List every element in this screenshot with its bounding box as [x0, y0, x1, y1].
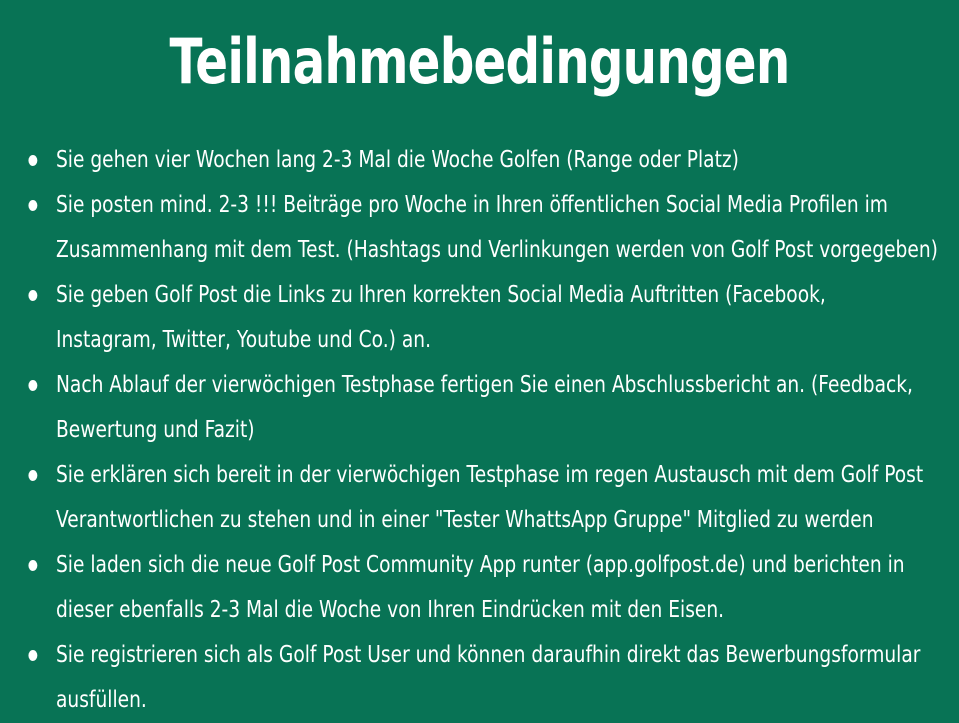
list-item: [26, 273, 958, 363]
bullet-icon: [28, 380, 37, 391]
list-item-text-line: Instagram, Twitter, Youtube und Co.) an.: [55, 327, 432, 353]
bullet-icon: [28, 650, 37, 661]
list-item-text-line: Nach Ablauf der vierwöchigen Testphase fertigen Sie einen Abschlussbericht an. (Feedback,: [55, 372, 913, 398]
list-item-text-line: Sie registrieren sich als Golf Post User und können daraufhin direkt das Bewerbungsformular: [55, 642, 921, 668]
list-item-text-line: dieser ebenfalls 2-3 Mal die Woche von Ihren Eindrücken mit den Eisen.: [55, 597, 725, 623]
bullet-icon: [28, 155, 37, 166]
list-item: [26, 543, 958, 633]
list-item: [26, 363, 958, 453]
list-item-text-line: Sie posten mind. 2-3 !!! Beiträge pro Woche in Ihren öffentlichen Social Media Profilen im: [55, 192, 888, 218]
list-item-text-line: Zusammenhang mit dem Test. (Hashtags und Verlinkungen werden von Golf Post vorgegeben): [55, 237, 938, 263]
list-item: [26, 183, 958, 273]
list-item-text-line: Sie erklären sich bereit in der vierwöchigen Testphase im regen Austausch mit dem Golf Post: [55, 462, 924, 488]
list-item: [26, 138, 958, 183]
bullet-icon: [28, 470, 37, 481]
list-item-text-line: Sie laden sich die neue Golf Post Community App runter (app.golfpost.de) und berichten in: [55, 552, 905, 578]
list-item-text-line: Verantwortlichen zu stehen und in einer "Tester WhattsApp Gruppe" Mitglied zu werden: [55, 507, 874, 533]
bullet-icon: [28, 560, 37, 571]
list-item: [26, 633, 958, 723]
page-title: Teilnahmebedingungen: [169, 25, 790, 98]
list-item-text-line: Sie gehen vier Wochen lang 2-3 Mal die Woche Golfen (Range oder Platz): [55, 147, 739, 173]
list-item-text-line: Bewertung und Fazit): [55, 417, 255, 443]
list-item-text-line: ausfüllen.: [55, 687, 147, 713]
list-item: [26, 453, 958, 543]
conditions-list: [26, 138, 958, 723]
list-item-text-line: Sie geben Golf Post die Links zu Ihren korrekten Social Media Auftritten (Facebook,: [55, 282, 826, 308]
bullet-icon: [28, 290, 37, 301]
bullet-icon: [28, 200, 37, 211]
